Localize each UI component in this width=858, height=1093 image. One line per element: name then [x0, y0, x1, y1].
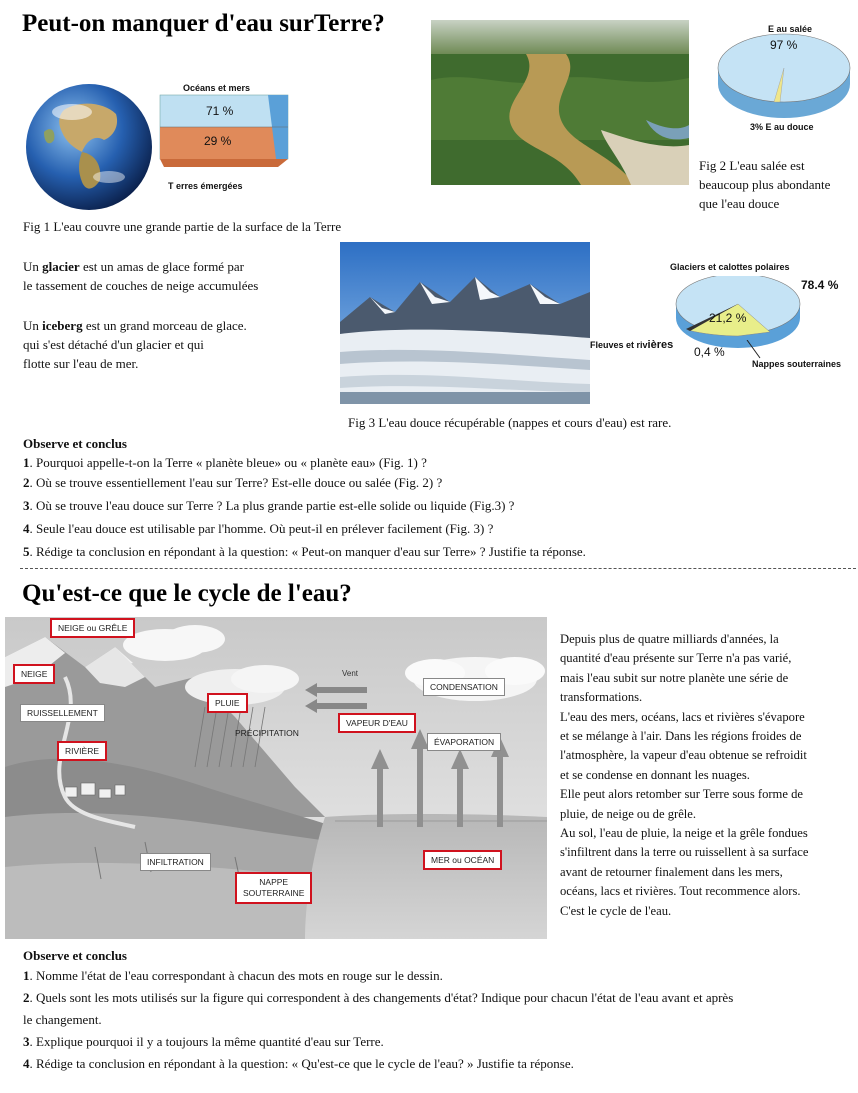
observe-title-2 — [23, 946, 127, 966]
observe-title-1 — [23, 434, 127, 454]
paragraph-line: Au sol, l'eau de pluie, la neige et la grêle fondues — [560, 826, 808, 841]
diagram-label-vent: Vent — [342, 669, 359, 678]
paragraph-line: Elle peut alors retomber sur Terre sous forme de — [560, 787, 803, 802]
iceberg-term: iceberg — [42, 318, 83, 333]
fig1-land-pct: 29 % — [204, 134, 232, 148]
diagram-label-nappe — [235, 872, 312, 904]
paragraph-line: pluie, de neige ou de grêle. — [560, 806, 697, 821]
glacier-definition — [23, 257, 258, 295]
paragraph-line: et se mélange à l'air. Dans les régions froides de — [560, 729, 802, 744]
fig3-glaciers-pct: 78.4 % — [801, 278, 839, 292]
diagram-label-infiltration: INFILTRATION — [140, 853, 211, 871]
fig1-oceans-label: Océans et mers — [183, 83, 251, 93]
paragraph-line: et se condense en donnant les nuages. — [560, 767, 750, 782]
fig2-caption-line: Fig 2 L'eau salée est — [699, 158, 805, 173]
paragraph-line: Depuis plus de quatre milliards d'années, la — [560, 632, 779, 646]
fig1-caption: Fig 1 L'eau couvre une grande partie de la surface de la Terre — [23, 219, 342, 234]
paragraph-line: L'eau des mers, océans, lacs et rivières s'évapore — [560, 709, 805, 724]
fig2-salt-label: E au salée — [768, 24, 813, 34]
diagram-label-condensation: CONDENSATION — [423, 678, 505, 696]
diagram-label-pluie: PLUIE — [207, 693, 248, 713]
paragraph-line: mais l'eau subit sur notre planète une série de — [560, 670, 789, 685]
diagram-label-precipitation: PRÉCIPITATION — [235, 728, 299, 738]
section1-title: Peut-on manquer d'eau surTerre? — [22, 10, 385, 37]
paragraph-line: avant de retourner finalement dans les mers, — [560, 864, 783, 879]
question-item: 5. Rédige ta conclusion en répondant à la question: « Peut-on manquer d'eau sur Terre» ? Justifie ta réponse. — [23, 544, 586, 559]
glacier-line2: le tassement de couches de neige accumulées — [23, 278, 259, 293]
paragraph-line: transformations. — [560, 690, 643, 705]
iceberg-rest: est un grand morceau de glace. — [82, 318, 247, 333]
fig3-caption: Fig 3 L'eau douce récupérable (nappes et cours d'eau) est rare. — [348, 415, 672, 430]
fig3-fleuves-pct: 0,4 % — [694, 345, 725, 359]
iceberg-definition — [23, 316, 247, 373]
question-item: 4. Seule l'eau douce est utilisable par l'homme. Où peut-il en prélever facilement (Fig. 3) ? — [23, 521, 494, 536]
paragraph-line: quantité d'eau présente sur Terre n'a pas varié, — [560, 651, 792, 666]
section-divider — [20, 568, 856, 569]
fig1-land-label: T erres émergées — [168, 181, 243, 191]
fig2-caption — [699, 156, 858, 213]
diagram-label-ruissellement: RUISSELLEMENT — [20, 704, 105, 722]
diagram-label-vapeur: VAPEUR D'EAU — [338, 713, 416, 733]
nappe-line2: SOUTERRAINE — [243, 888, 305, 898]
diagram-label-neige-grele: NEIGE ou GRÊLE — [50, 618, 135, 638]
paragraph-line: océans, lacs et rivières. Tout recommence alors. — [560, 884, 801, 899]
glacier-rest: est un amas de glace formé par — [79, 259, 244, 274]
fig3-fleuves-a: Fleuves et riv — [590, 340, 648, 350]
fig3-fleuves-b: ières — [647, 339, 674, 351]
question-item: le changement. — [23, 1012, 102, 1027]
earth-globe-image — [24, 82, 154, 212]
glacier-photo — [340, 242, 590, 404]
diagram-label-neige: NEIGE — [13, 664, 55, 684]
fig3-fleuves-label — [590, 339, 673, 351]
questions-list-1 — [23, 453, 586, 562]
fig3-nappes-label: Nappes souterraines — [752, 359, 842, 369]
observe-title-2-text: Observe et conclus — [23, 948, 127, 963]
glacier-pre: Un — [23, 259, 43, 274]
iceberg-line3: flotte sur l'eau de mer. — [23, 356, 139, 371]
diagram-label-mer: MER ou OCÉAN — [423, 850, 502, 870]
question-item: 3. Explique pourquoi il y a toujours la même quantité d'eau sur Terre. — [23, 1034, 384, 1049]
cycle-paragraph — [560, 630, 856, 921]
paragraph-line: s'infiltrent dans la terre ou ruissellent à sa surface — [560, 845, 809, 860]
diagram-label-riviere: RIVIÈRE — [57, 741, 107, 761]
section2-title: Qu'est-ce que le cycle de l'eau? — [22, 580, 352, 607]
observe-title-1-text: Observe et conclus — [23, 436, 127, 451]
questions-list-2 — [23, 966, 733, 1074]
diagram-label-evaporation: ÉVAPORATION — [427, 733, 501, 751]
fig2-caption-line: que l'eau douce — [699, 196, 780, 211]
nappe-line1: NAPPE — [259, 877, 289, 887]
iceberg-line2: qui s'est détaché d'un glacier et qui — [23, 337, 204, 352]
water-cycle-diagram — [5, 617, 547, 939]
iceberg-pre: Un — [23, 318, 43, 333]
question-item: 2. Quels sont les mots utilisés sur la figure qui correspondent à des changements d'état? Indique pour chacun l'état de l'eau avant et après — [23, 990, 734, 1005]
fig2-fresh-label: 3% E au douce — [750, 122, 814, 132]
fig2-salt-pct: 97 % — [770, 38, 798, 52]
fig3-pointer — [746, 340, 762, 360]
question-item: 1. Nomme l'état de l'eau correspondant à chacun des mots en rouge sur le dessin. — [23, 968, 443, 983]
fig3-glaciers-label: Glaciers et calottes polaires — [670, 262, 790, 272]
paragraph-line: C'est le cycle de l'eau. — [560, 903, 672, 918]
river-aerial-photo — [431, 20, 689, 185]
glacier-term: glacier — [42, 259, 80, 274]
question-item: 2. Où se trouve essentiellement l'eau sur Terre? Est-elle douce ou salée (Fig. 2) ? — [23, 475, 443, 490]
fig2-caption-line: beaucoup plus abondante — [699, 177, 831, 192]
fig3-nappes-pct: 21,2 % — [709, 311, 747, 325]
question-item: 3. Où se trouve l'eau douce sur Terre ? La plus grande partie est-elle solide ou liquide (Fig.3) ? — [23, 498, 515, 513]
question-item: 4. Rédige ta conclusion en répondant à la question: « Qu'est-ce que le cycle de l'eau? » Justifie ta réponse. — [23, 1056, 574, 1071]
fig1-oceans-pct: 71 % — [206, 104, 234, 118]
question-item: 1. Pourquoi appelle-t-on la Terre « planète bleue» ou « planète eau» (Fig. 1) ? — [23, 455, 427, 470]
paragraph-line: l'atmosphère, la vapeur d'eau obtenue se refroidit — [560, 748, 807, 763]
